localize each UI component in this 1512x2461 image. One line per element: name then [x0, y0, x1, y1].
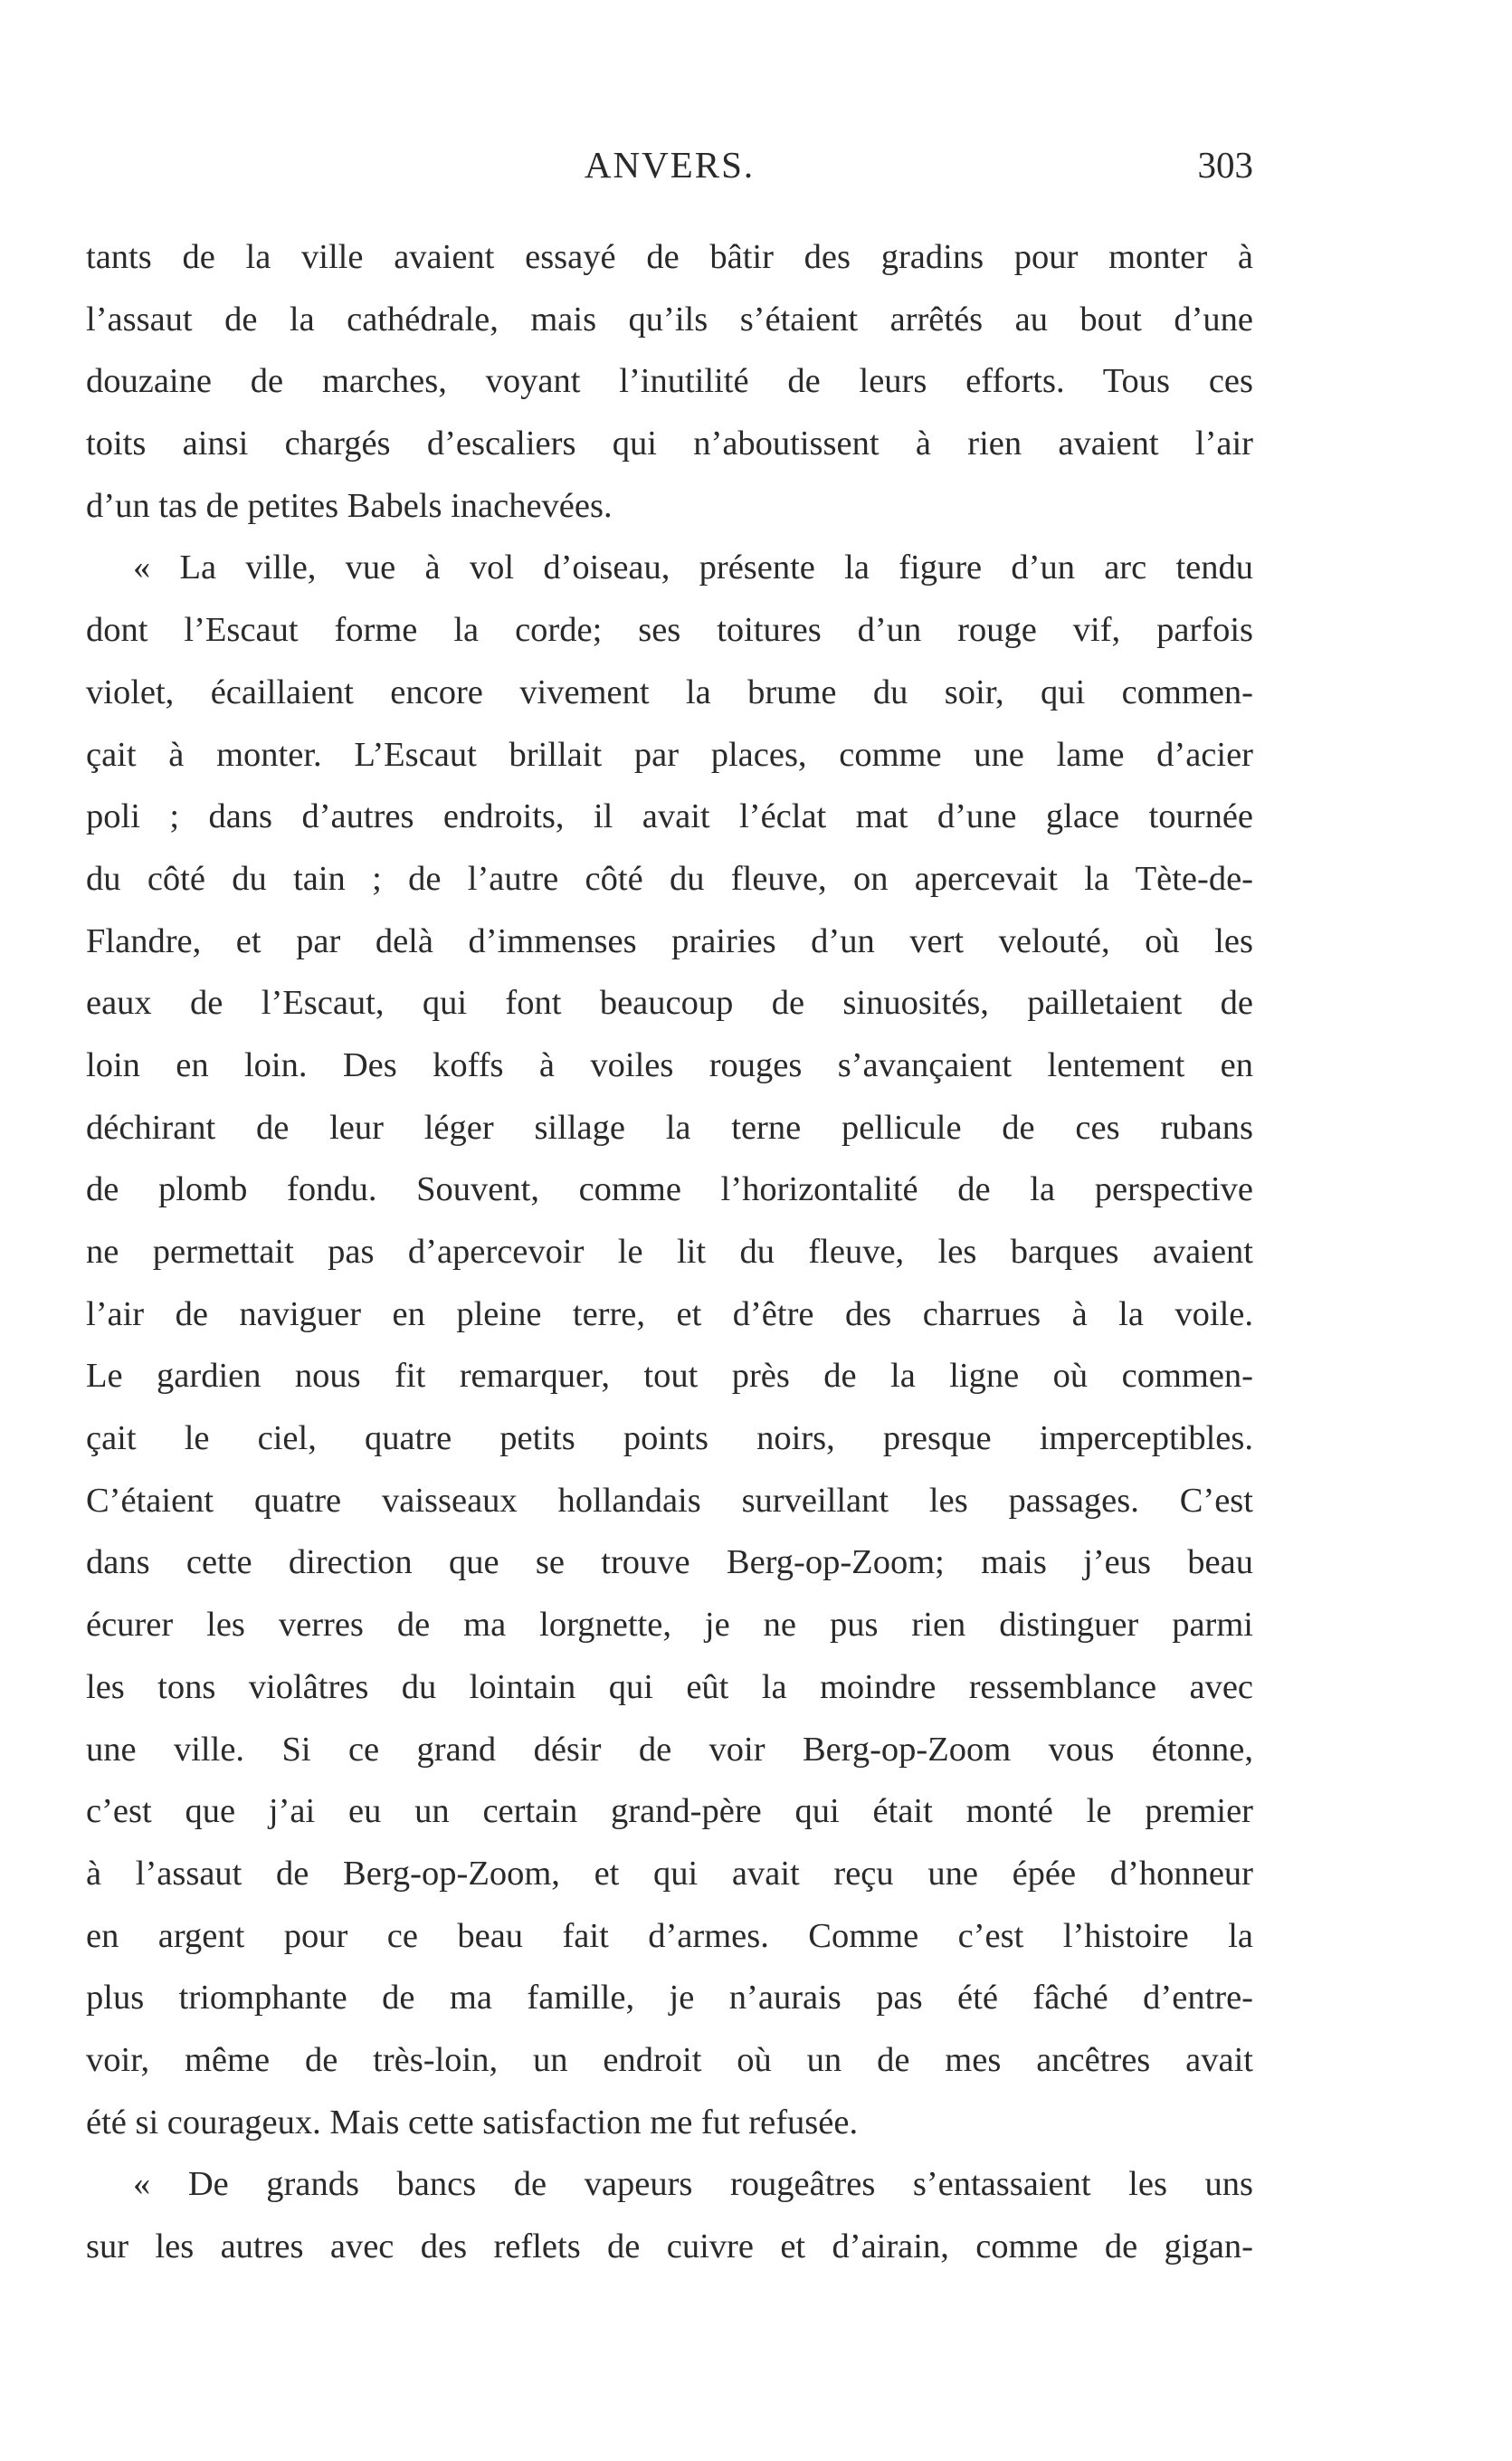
- text-line: douzaine de marches, voyant l’inutilité de leurs efforts. Tous ces: [86, 362, 1253, 401]
- text-line: toits ainsi chargés d’escaliers qui n’aboutissent à rien avaient l’air: [86, 424, 1253, 463]
- text-line: plus triomphante de ma famille, je n’aurais pas été fâché d’entre-: [86, 1979, 1253, 2017]
- page-number: 303: [1197, 144, 1253, 186]
- text-line: poli ; dans d’autres endroits, il avait l’éclat mat d’une glace tournée: [86, 797, 1253, 836]
- text-line: une ville. Si ce grand désir de voir Berg-op-Zoom vous étonne,: [86, 1730, 1253, 1769]
- text-line: tants de la ville avaient essayé de bâtir des gradins pour monter à: [86, 238, 1253, 276]
- text-line: ne permettait pas d’apercevoir le lit du fleuve, les barques avaient: [86, 1233, 1253, 1271]
- text-line: l’assaut de la cathédrale, mais qu’ils s’étaient arrêtés au bout d’une: [86, 300, 1253, 339]
- text-line: dans cette direction que se trouve Berg-op-Zoom; mais j’eus beau: [86, 1543, 1253, 1582]
- text-line: « De grands bancs de vapeurs rougeâtres s’entassaient les uns: [133, 2165, 1253, 2204]
- text-line: écurer les verres de ma lorgnette, je ne pus rien distinguer parmi: [86, 1606, 1253, 1645]
- text-line: çait à monter. L’Escaut brillait par places, comme une lame d’acier: [86, 735, 1253, 774]
- running-head: [86, 143, 1253, 206]
- text-line: à l’assaut de Berg-op-Zoom, et qui avait reçu une épée d’honneur: [86, 1854, 1253, 1893]
- text-line: c’est que j’ai eu un certain grand-père qui était monté le premier: [86, 1792, 1253, 1831]
- text-line: déchirant de leur léger sillage la terne pellicule de ces rubans: [86, 1108, 1253, 1147]
- text-line: les tons violâtres du lointain qui eût la moindre ressemblance avec: [86, 1667, 1253, 1706]
- text-line: été si courageux. Mais cette satisfaction me fut refusée.: [86, 2103, 859, 2141]
- body-text: [86, 226, 1253, 2278]
- text-line: voir, même de très-loin, un endroit où un de mes ancêtres avait: [86, 2040, 1253, 2079]
- text-line: Le gardien nous fit remarquer, tout près de la ligne où commen-: [86, 1357, 1253, 1396]
- book-page: [86, 143, 1253, 2278]
- text-line: du côté du tain ; de l’autre côté du fleuve, on apercevait la Tète-de-: [86, 859, 1253, 898]
- text-line: sur les autres avec des reflets de cuivre et d’airain, comme de gigan-: [86, 2227, 1253, 2265]
- text-line: çait le ciel, quatre petits points noirs, presque imperceptibles.: [86, 1419, 1253, 1458]
- text-line: Flandre, et par delà d’immenses prairies d’un vert velouté, où les: [86, 921, 1253, 960]
- text-line: loin en loin. Des koffs à voiles rouges s’avançaient lentement en: [86, 1045, 1253, 1084]
- text-line: violet, écaillaient encore vivement la brume du soir, qui commen-: [86, 672, 1253, 711]
- text-line: dont l’Escaut forme la corde; ses toitures d’un rouge vif, parfois: [86, 611, 1253, 650]
- text-line: en argent pour ce beau fait d’armes. Comme c’est l’histoire la: [86, 1916, 1253, 1955]
- text-line: de plomb fondu. Souvent, comme l’horizontalité de la perspective: [86, 1170, 1253, 1209]
- text-line: eaux de l’Escaut, qui font beaucoup de sinuosités, pailletaient de: [86, 984, 1253, 1023]
- text-line: « La ville, vue à vol d’oiseau, présente la figure d’un arc tendu: [133, 548, 1253, 587]
- running-title: ANVERS.: [584, 144, 756, 186]
- text-line: d’un tas de petites Babels inachevées.: [86, 486, 613, 525]
- text-line: C’étaient quatre vaisseaux hollandais surveillant les passages. C’est: [86, 1481, 1253, 1520]
- text-line: l’air de naviguer en pleine terre, et d’être des charrues à la voile.: [86, 1294, 1253, 1333]
